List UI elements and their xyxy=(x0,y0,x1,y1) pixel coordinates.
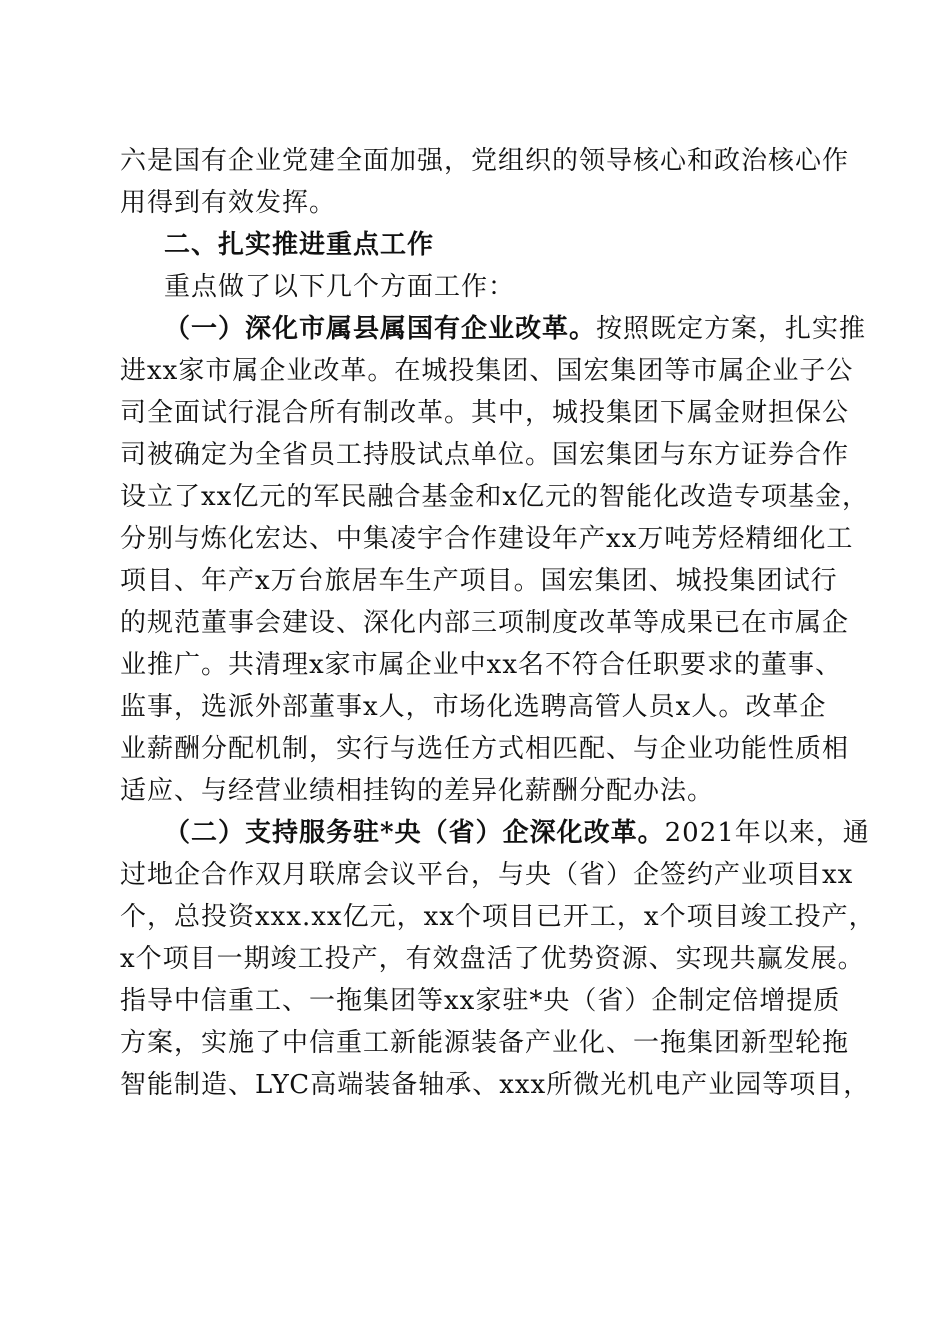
subsection-2-first-line xyxy=(120,812,870,854)
section-heading: 二、扎实推进重点工作 xyxy=(164,230,435,260)
subsection-1-title: （一）深化市属县属国有企业改革。 xyxy=(164,314,597,344)
paragraph-line: 监事，选派外部董事x人，市场化选聘高管人员x人。改革企 xyxy=(120,692,827,722)
paragraph-line: 项目、年产x万台旅居车生产项目。国宏集团、城投集团试行 xyxy=(120,566,838,596)
paragraph-line: 分别与炼化宏达、中集凌宇合作建设年产xx万吨芳烃精细化工 xyxy=(120,524,854,554)
paragraph-line: 司全面试行混合所有制改革。其中，城投集团下属金财担保公 xyxy=(120,398,850,428)
paragraph-line: 适应、与经营业绩相挂钩的差异化薪酬分配办法。 xyxy=(120,776,715,806)
subsection-2-title: （二）支持服务驻*央（省）企深化改革。 xyxy=(164,818,665,848)
paragraph-line: 司被确定为全省员工持股试点单位。国宏集团与东方证券合作 xyxy=(120,440,850,470)
paragraph-line: 进xx家市属企业改革。在城投集团、国宏集团等市属企业子公 xyxy=(120,356,854,386)
paragraph-line: 六是国有企业党建全面加强，党组织的领导核心和政治核心作 xyxy=(120,146,850,176)
paragraph-line: 业推广。共清理x家市属企业中xx名不符合任职要求的董事、 xyxy=(120,650,842,680)
paragraph-line: 用得到有效发挥。 xyxy=(120,188,337,218)
paragraph-line: 业薪酬分配机制，实行与选任方式相匹配、与企业功能性质相 xyxy=(120,734,850,764)
paragraph-line: 指导中信重工、一拖集团等xx家驻*央（省）企制定倍增提质 xyxy=(120,986,841,1016)
subsection-1-first-text: 按照既定方案，扎实推 xyxy=(596,314,867,344)
paragraph-line: 的规范董事会建设、深化内部三项制度改革等成果已在市属企 xyxy=(120,608,850,638)
paragraph-line: 过地企合作双月联席会议平台，与央（省）企签约产业项目xx xyxy=(120,860,854,890)
paragraph-line: 方案，实施了中信重工新能源装备产业化、一拖集团新型轮拖 xyxy=(120,1028,850,1058)
paragraph-line: 设立了xx亿元的军民融合基金和x亿元的智能化改造专项基金， xyxy=(120,482,869,512)
subsection-2-first-text: 2021年以来，通 xyxy=(664,818,870,848)
subsection-1-first-line xyxy=(120,308,867,350)
paragraph-line: x个项目一期竣工投产，有效盘活了优势资源、实现共赢发展。 xyxy=(120,944,865,974)
document-body xyxy=(120,140,876,1106)
paragraph-line: 智能制造、LYC高端装备轴承、xxx所微光机电产业园等项目， xyxy=(120,1070,871,1100)
paragraph-line: 个，总投资xxx.xx亿元，xx个项目已开工，x个项目竣工投产， xyxy=(120,902,876,932)
intro-line: 重点做了以下几个方面工作： xyxy=(164,272,516,302)
